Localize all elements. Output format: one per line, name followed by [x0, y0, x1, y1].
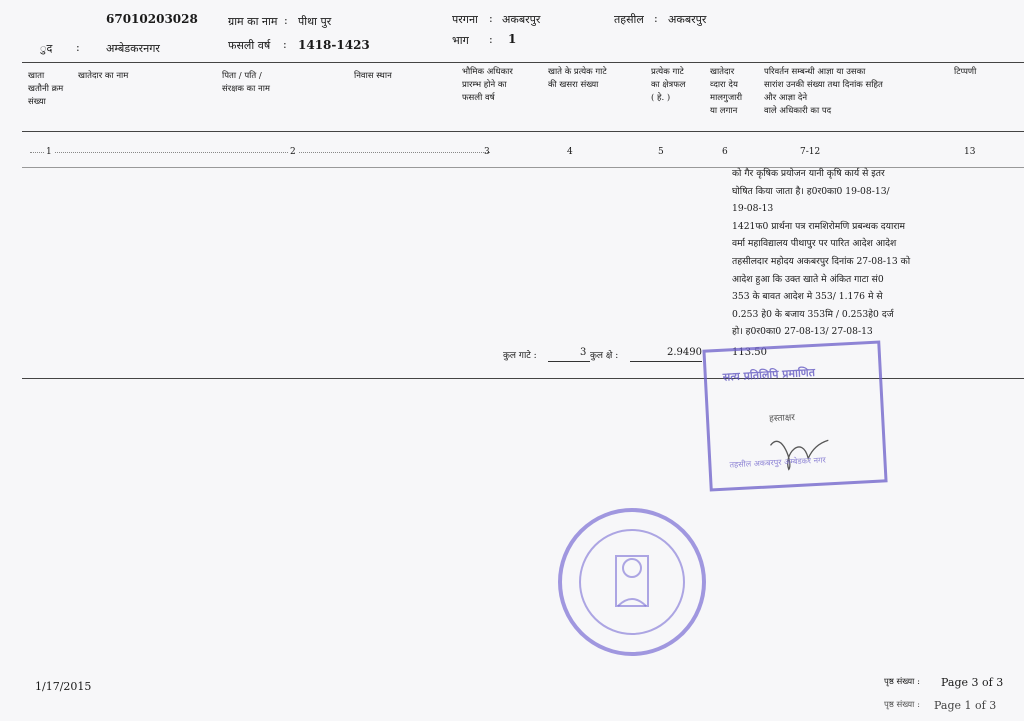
bhag-value: 1: [508, 32, 517, 46]
total-gate-underline: [548, 361, 590, 362]
official-seal-icon: [556, 506, 708, 658]
total-lagan-value: 113.50: [732, 347, 767, 358]
certified-copy-stamp: [702, 340, 887, 491]
colnum-2: 2: [290, 147, 296, 157]
colnum-dotted-line: [30, 152, 490, 153]
total-kshetra-value: 2.9490: [667, 347, 702, 358]
tehsil-colon: :: [654, 12, 658, 25]
remark-line: तहसीलदार महोदय अकबरपुर दिनांक 27-08-13 को: [732, 255, 911, 267]
stamp-bottom-text: तहसील अकबरपुर अम्बेडकर नगर: [729, 455, 827, 470]
total-gate-label: कुल गाटे :: [503, 351, 537, 361]
col-khasra-header: खाते के प्रत्येक गाटे की खसरा संख्या: [548, 67, 607, 90]
footer-underlay-page: Page 1 of 3: [934, 699, 997, 712]
colnum-7-12: 7-12: [800, 147, 821, 157]
remark-line: 353 के बावत आदेश मे 353/ 1.176 मे से: [732, 291, 883, 303]
remark-line: हो। ह0र0का0 27-08-13/ 27-08-13: [732, 326, 873, 338]
pargana-colon: :: [489, 12, 493, 25]
total-kshetra-label: कुल क्षे :: [590, 351, 619, 361]
colnum-4: 4: [567, 147, 573, 157]
bhag-colon: :: [489, 33, 493, 46]
fasli-colon: :: [283, 38, 287, 51]
col-khatedar-header: खातेदार का नाम: [78, 71, 129, 81]
colnum-13: 13: [964, 147, 976, 157]
remarks-text: [732, 165, 937, 341]
gram-label: ग्राम का नाम: [228, 15, 278, 28]
col-lagan-header: खातेदार व्दारा देय मालगुजारी या लगान: [710, 67, 743, 116]
footer-page-number: Page 3 of 3: [941, 676, 1004, 689]
remark-line: घोषित किया जाता है। ह0र0का0 19-08-13/: [732, 185, 890, 197]
remark-line: 1421फ0 प्रार्थना पत्र रामशिरोमणि प्रबन्धक दयाराम: [732, 220, 906, 232]
remark-line: 0.253 हे0 के बजाय 353मि / 0.253हे0 दर्ज: [732, 308, 894, 320]
gram-value: पीथा पुर: [298, 15, 332, 28]
footer-date: 1/17/2015: [35, 680, 92, 693]
footer-page-label: पृष्ठ संख्या :: [884, 677, 920, 687]
col-bhaumik-header: भौमिक अधिकार प्रारम्भ होने का फसली वर्ष: [462, 67, 513, 103]
remark-line: 19-08-13: [732, 203, 774, 215]
janpad-value: अम्बेडकरनगर: [106, 42, 160, 55]
remark-line: आदेश हुआ कि उक्त खाते मे अंकित गाटा सं0: [732, 273, 884, 285]
remark-line: वर्मा महाविद्यालय पीथापुर पर पारित आदेश आदेश: [732, 238, 897, 250]
stamp-title: सत्य प्रतिलिपि प्रमाणित: [722, 365, 816, 384]
stamp-signature-label: हस्ताक्षर: [768, 413, 796, 425]
janpad-label: ुद: [40, 42, 53, 55]
khata-number: 67010203028: [106, 12, 198, 26]
fasli-value: 1418-1423: [298, 38, 370, 52]
gram-colon: :: [284, 14, 288, 27]
table-top-rule: [22, 62, 1024, 63]
col-khata-header: खाता खतौनी क्रम संख्या: [28, 71, 64, 107]
col-tippani-header: टिप्पणी: [954, 67, 977, 77]
header-bottom-rule: [22, 131, 1024, 132]
col-niwas-header: निवास स्थान: [354, 71, 392, 81]
remark-line: को गैर कृषिक प्रयोजन यानी कृषि कार्य से इतर: [732, 168, 885, 179]
tehsil-label: तहसील: [614, 13, 644, 26]
col-pita-header: पिता / पति / संरक्षक का नाम: [222, 71, 270, 94]
bhag-label: भाग: [452, 34, 469, 47]
colnum-1: 1: [46, 147, 52, 157]
colnum-5: 5: [658, 147, 664, 157]
footer-underlay-label: पृष्ठ संख्या :: [884, 700, 920, 710]
total-kshetra-underline: [630, 361, 702, 362]
colnum-3: 3: [484, 147, 490, 157]
pargana-label: परगना: [452, 13, 478, 26]
colnum-6: 6: [722, 147, 728, 157]
fasli-label: फसली वर्ष: [228, 39, 271, 52]
tehsil-value: अकबरपुर: [668, 13, 707, 26]
pargana-value: अकबरपुर: [502, 13, 541, 26]
janpad-colon: :: [76, 41, 80, 54]
col-parivartan-header: परिवर्तन सम्बन्धी आज्ञा या उसका सारांश उनकी संख्या तथा दिनांक सहित और आज्ञा देने वाले अधिकारी का पद: [764, 67, 883, 116]
total-gate-value: 3: [580, 347, 587, 358]
col-kshetrafal-header: प्रत्येक गाटे का क्षेत्रफल ( हे. ): [651, 67, 686, 103]
